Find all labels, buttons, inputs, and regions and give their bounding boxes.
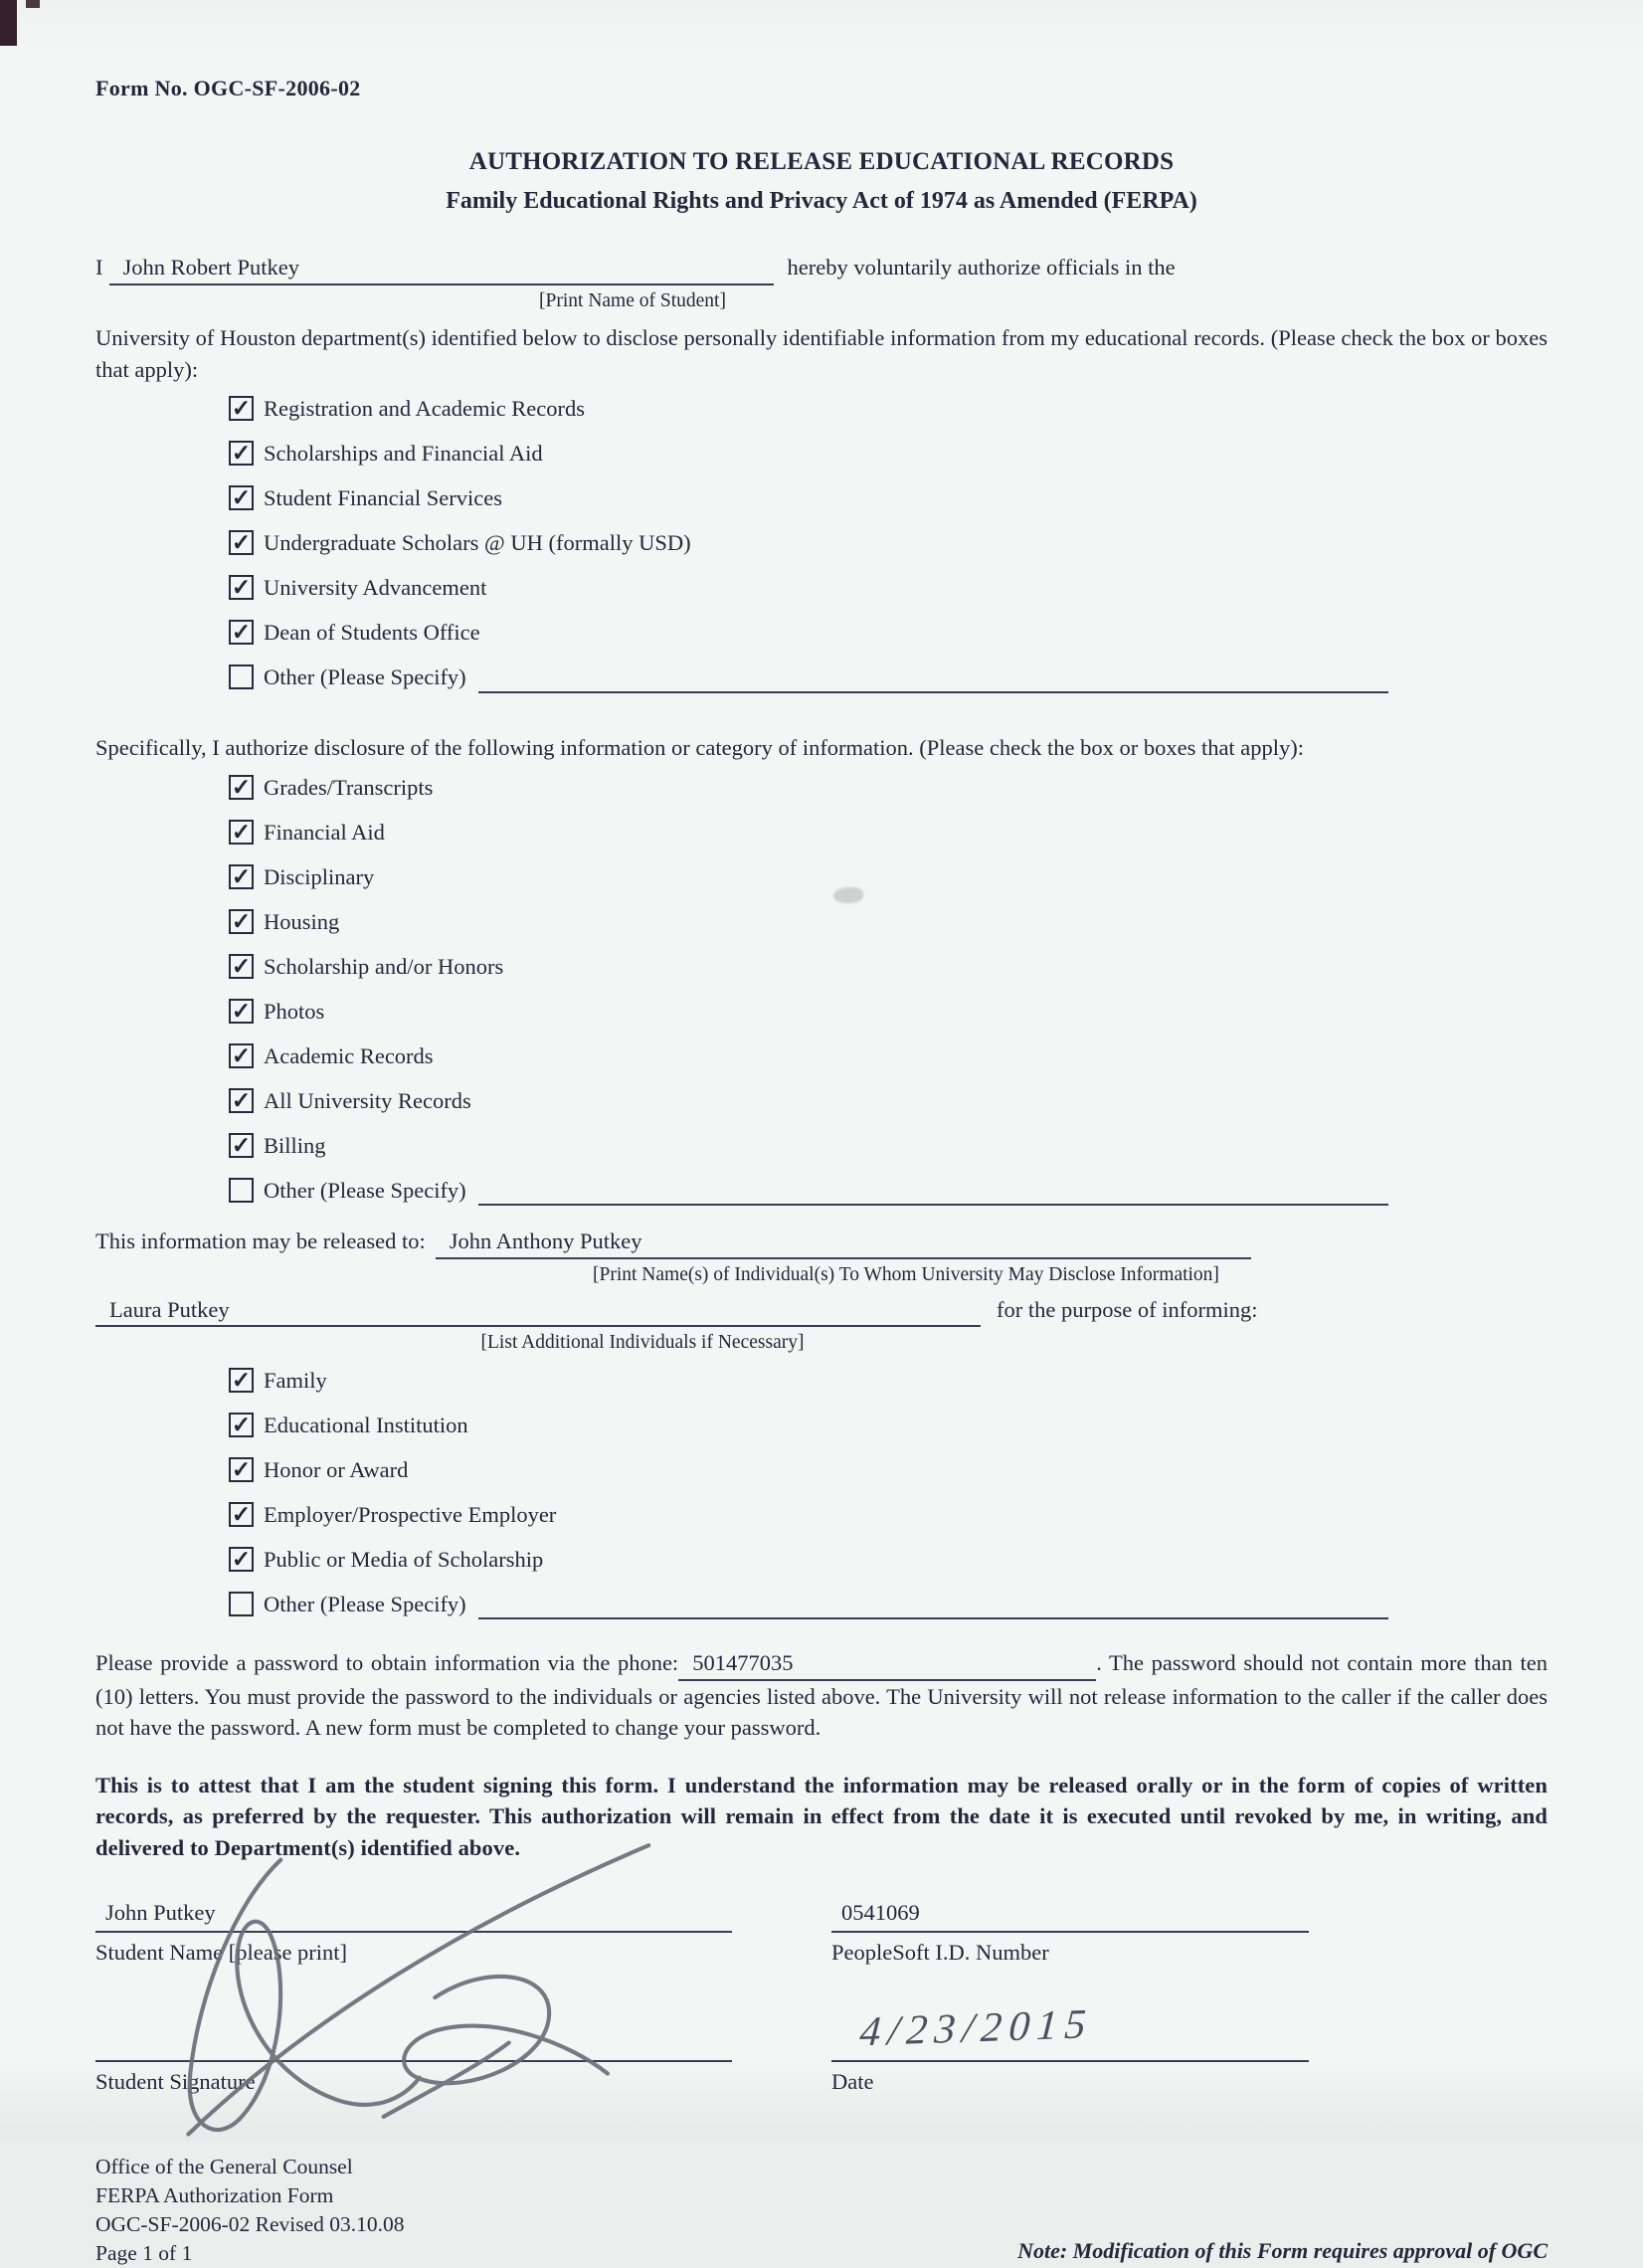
checkbox[interactable]: ✓	[229, 441, 254, 466]
additional-individuals-caption: [List Additional Individuals if Necessary]	[480, 1332, 805, 1354]
checkbox-row	[229, 1175, 1548, 1207]
checkbox-label: Photos	[264, 998, 325, 1024]
checkbox[interactable]: ✓	[229, 954, 254, 979]
checkbox-row	[229, 951, 1548, 983]
released-to-value: John Anthony Putkey	[449, 1228, 642, 1254]
checkbox[interactable]: ✓	[229, 775, 254, 800]
footer-line-revision: OGC-SF-2006-02 Revised 03.10.08	[95, 2212, 405, 2237]
student-name-signature-line[interactable]	[95, 1931, 732, 1933]
checkbox-label: Public or Media of Scholarship	[264, 1546, 544, 1572]
student-signature-line[interactable]	[95, 2060, 732, 2062]
printed-student-name-value: John Putkey	[105, 1900, 216, 1926]
checkbox[interactable]: ✓	[229, 1088, 254, 1113]
date-label: Date	[831, 2068, 874, 2094]
fill-line[interactable]	[478, 669, 1388, 693]
attestation-paragraph: This is to attest that I am the student signing this form. I understand the information may be released orally or in the form of copies of written records, as preferred by the requester. This authorization will remain in effect from the date it is executed until revoked by me, in writing, and delivered to Department(s) identified above.	[95, 1772, 1548, 1860]
password-field[interactable]	[678, 1647, 1096, 1681]
released-to-label: This information may be released to:	[95, 1228, 426, 1254]
footer-line-form: FERPA Authorization Form	[95, 2183, 334, 2208]
checkbox[interactable]	[229, 664, 254, 689]
scan-artifact-corner	[0, 0, 17, 46]
checkbox-label: All University Records	[264, 1087, 471, 1113]
checkbox[interactable]: ✓	[229, 1457, 254, 1482]
intro-suffix: hereby voluntarily authorize officials in the	[787, 255, 1176, 281]
checkbox-row	[229, 906, 1548, 938]
checkbox-row	[229, 1499, 1548, 1531]
password-paragraph	[95, 1647, 1548, 1744]
checkbox[interactable]: ✓	[229, 864, 254, 889]
purpose-suffix: for the purpose of informing:	[997, 1296, 1258, 1322]
checkbox[interactable]: ✓	[229, 820, 254, 845]
checkbox-row	[229, 1130, 1548, 1162]
password-rules-text: . The password should not contain more than ten (10) letters. You must provide the password to the individuals or agencies listed above. The University will not release information to the caller if the caller does not have the password. A new form must be completed to change your password.	[95, 1650, 1548, 1741]
signature-left-column	[95, 1897, 732, 2097]
checkbox-row	[229, 662, 1548, 693]
checkbox[interactable]: ✓	[229, 1368, 254, 1393]
checkbox-label: Student Financial Services	[264, 485, 502, 511]
signature-right-column	[831, 1897, 1309, 2097]
checkbox[interactable]	[229, 1178, 254, 1203]
checkbox-row	[229, 1040, 1548, 1072]
footer-office-block	[95, 2153, 405, 2268]
checkbox-label: Other (Please Specify)	[264, 1591, 466, 1616]
checkbox[interactable]: ✓	[229, 1043, 254, 1068]
checkbox-label: Grades/Transcripts	[264, 774, 434, 800]
student-name-line	[95, 252, 1548, 285]
checkbox-label: Undergraduate Scholars @ UH (formally USD)	[264, 530, 691, 556]
checkbox-label: Educational Institution	[264, 1412, 468, 1437]
checkbox-row	[229, 572, 1548, 604]
departments-checklist	[95, 393, 1548, 693]
scan-smudge	[833, 887, 863, 903]
checkbox-row	[229, 1085, 1548, 1117]
student-name-field[interactable]	[109, 252, 774, 285]
released-to-caption: [Print Name(s) of Individual(s) To Whom University May Disclose Information]	[593, 1263, 1219, 1285]
signature-block	[95, 1897, 1548, 2097]
checkbox-label: Scholarships and Financial Aid	[264, 441, 543, 467]
checkbox[interactable]: ✓	[229, 1413, 254, 1437]
spacer	[95, 706, 1548, 724]
form-number: Form No. OGC-SF-2006-02	[95, 76, 361, 100]
checkbox-label: Employer/Prospective Employer	[264, 1501, 557, 1527]
additional-individuals-field[interactable]	[95, 1294, 981, 1328]
student-name-label: Student Name [please print]	[95, 1940, 348, 1966]
checkbox-row	[229, 393, 1548, 425]
footer-line-office: Office of the General Counsel	[95, 2155, 353, 2179]
student-name-value: John Robert Putkey	[122, 255, 299, 281]
checkbox-row	[229, 1544, 1548, 1576]
peoplesoft-id-line[interactable]	[831, 1931, 1309, 1933]
checkbox[interactable]: ✓	[229, 1502, 254, 1527]
scan-artifact-corner-small	[26, 0, 40, 8]
checkbox[interactable]: ✓	[229, 575, 254, 600]
intro-paragraph: University of Houston department(s) identified below to disclose personally identifiable information from my educational records. (Please check the box or boxes that apply):	[95, 325, 1548, 382]
checkbox-row	[229, 1454, 1548, 1486]
disclosure-checklist	[95, 772, 1548, 1207]
checkbox-row	[229, 1589, 1548, 1620]
fill-line[interactable]	[478, 1597, 1388, 1620]
checkbox-row	[229, 772, 1548, 804]
form-title: AUTHORIZATION TO RELEASE EDUCATIONAL RECORDS	[468, 147, 1175, 175]
checkbox-label: Other (Please Specify)	[264, 664, 466, 690]
checkbox-row	[229, 527, 1548, 559]
student-signature-label: Student Signature	[95, 2068, 256, 2094]
checkbox[interactable]: ✓	[229, 909, 254, 934]
fill-line[interactable]	[478, 1183, 1388, 1207]
handwritten-date-value: 4/23/2015	[857, 2000, 1095, 2056]
checkbox[interactable]: ✓	[229, 1133, 254, 1158]
checkbox[interactable]	[229, 1592, 254, 1616]
checkbox-row	[229, 861, 1548, 893]
checkbox-row	[229, 996, 1548, 1028]
print-name-caption: [Print Name of Student]	[539, 289, 726, 311]
released-to-field[interactable]	[436, 1226, 1251, 1259]
checkbox-label: Honor or Award	[264, 1456, 409, 1482]
signature-area	[95, 1969, 732, 2060]
password-label: Please provide a password to obtain information via the phone:	[95, 1650, 679, 1676]
checkbox-row	[229, 438, 1548, 470]
additional-individuals-line	[95, 1294, 1548, 1328]
checkbox-row	[229, 1365, 1548, 1397]
checkbox-label: Registration and Academic Records	[264, 396, 586, 422]
disclosure-paragraph: Specifically, I authorize disclosure of the following information or category of information. (Please check the box or boxes that apply):	[95, 735, 1305, 761]
checkbox[interactable]: ✓	[229, 999, 254, 1024]
form-subtitle: Family Educational Rights and Privacy Act of 1974 as Amended (FERPA)	[446, 187, 1197, 214]
checkbox-label: Family	[264, 1367, 327, 1393]
footer-note: Note: Modification of this Form requires approval of OGC	[1017, 2237, 1548, 2263]
peoplesoft-id-value: 0541069	[841, 1900, 920, 1926]
password-value: 501477035	[692, 1650, 794, 1676]
checkbox-label: Academic Records	[264, 1042, 434, 1068]
checkbox-label: Billing	[264, 1132, 326, 1158]
checkbox-label: Housing	[264, 908, 340, 934]
checkbox-row	[229, 482, 1548, 514]
checkbox-row	[229, 617, 1548, 649]
peoplesoft-id-label: PeopleSoft I.D. Number	[831, 1940, 1049, 1966]
checkbox[interactable]: ✓	[229, 485, 254, 510]
checkbox-row	[229, 817, 1548, 849]
checkbox-row	[229, 1410, 1548, 1441]
checkbox-label: Other (Please Specify)	[264, 1177, 466, 1203]
checkbox-label: Financial Aid	[264, 819, 385, 845]
checkbox-label: Disciplinary	[264, 863, 375, 889]
checkbox-label: Dean of Students Office	[264, 620, 480, 646]
checkbox[interactable]: ✓	[229, 396, 254, 421]
intro-prefix: I	[95, 255, 103, 281]
checkbox[interactable]: ✓	[229, 530, 254, 555]
page-footer	[95, 2153, 1548, 2268]
checkbox-label: Scholarship and/or Honors	[264, 953, 504, 979]
additional-individuals-value: Laura Putkey	[109, 1296, 230, 1322]
checkbox[interactable]: ✓	[229, 1547, 254, 1572]
informing-checklist	[95, 1365, 1548, 1620]
student-signature-scribble	[115, 1841, 672, 2150]
checkbox[interactable]: ✓	[229, 620, 254, 645]
released-to-line	[95, 1226, 1548, 1259]
footer-line-page: Page 1 of 1	[95, 2241, 193, 2266]
checkbox-label: University Advancement	[264, 575, 487, 601]
